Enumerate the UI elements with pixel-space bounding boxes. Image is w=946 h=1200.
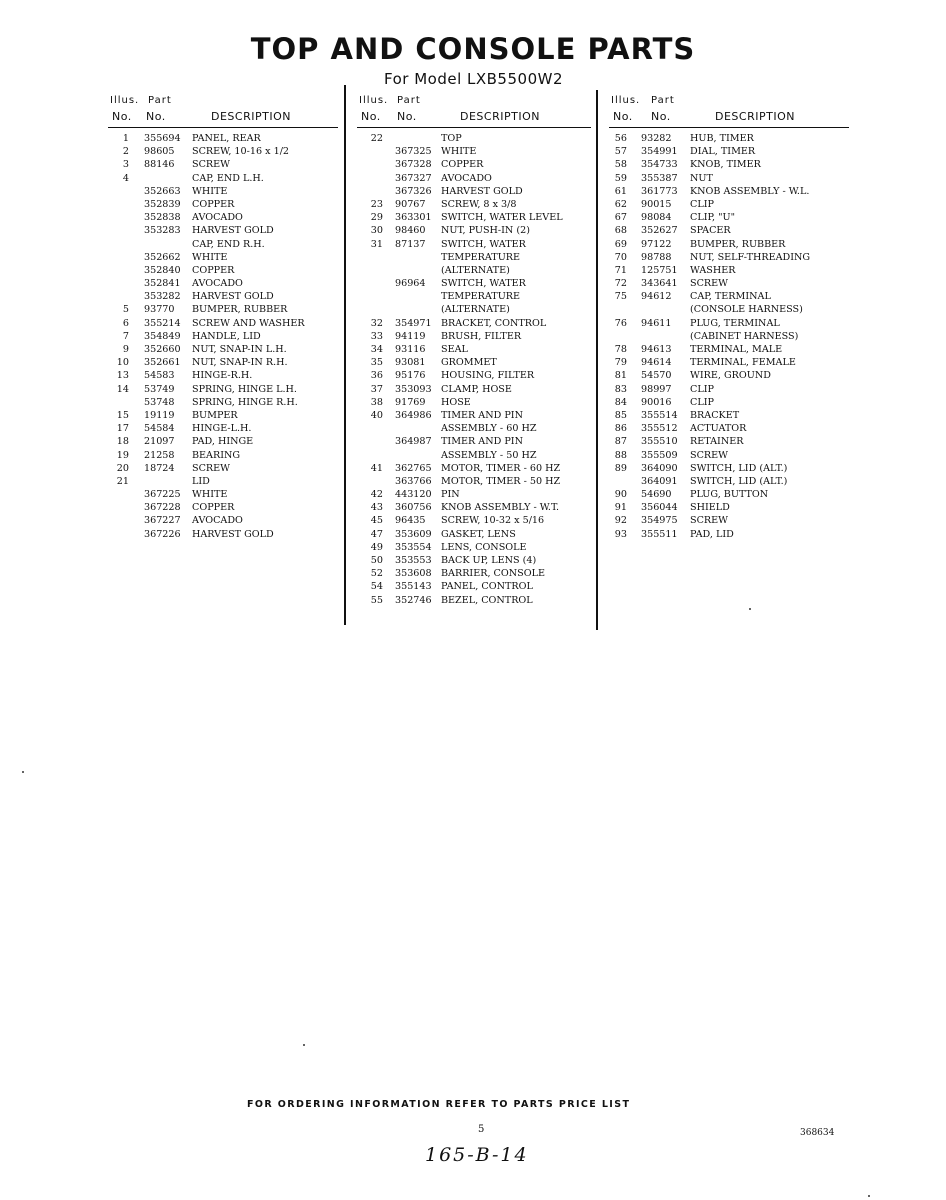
scan-speck (749, 608, 751, 610)
part-number: 355387 (641, 172, 678, 184)
illus-number: 3 (122, 159, 129, 171)
illus-number: 62 (614, 198, 627, 210)
part-description: CAP, END L.H. (192, 172, 264, 184)
illus-number: 31 (370, 238, 383, 250)
part-number: 364090 (641, 462, 678, 474)
part-description: AVOCADO (192, 278, 243, 290)
part-description: MOTOR, TIMER - 50 HZ (441, 475, 561, 487)
part-description: WHITE (192, 185, 228, 197)
illus-number: 14 (116, 383, 129, 395)
part-number: 355511 (641, 528, 678, 540)
part-description: SWITCH, LID (ALT.) (690, 462, 788, 474)
illus-number: 61 (614, 185, 627, 197)
part-description: TOP (441, 133, 462, 144)
part-number: 353608 (395, 568, 432, 580)
header-part: Part (397, 95, 421, 106)
illus-number: 91 (614, 502, 627, 514)
part-number: 87137 (395, 238, 426, 250)
part-number: 367325 (395, 146, 432, 158)
part-number: 352841 (144, 278, 181, 290)
illus-number: 33 (370, 330, 383, 342)
part-number: 360756 (395, 502, 432, 514)
illus-number: 79 (614, 357, 627, 369)
illus-number: 13 (116, 370, 129, 382)
part-number: 54570 (641, 370, 672, 382)
part-number: 93116 (395, 344, 426, 355)
part-description: PLUG, TERMINAL (690, 317, 780, 329)
part-description: KNOB ASSEMBLY - W.L. (690, 185, 810, 197)
part-number: 354733 (641, 159, 678, 171)
illus-number: 40 (370, 409, 383, 421)
part-number: 98084 (641, 212, 672, 224)
part-description: SCREW, 10-32 x 5/16 (441, 515, 545, 527)
part-number: 90016 (641, 396, 672, 408)
part-number: 367226 (144, 528, 181, 540)
part-description: SCREW (690, 278, 729, 290)
part-number: 98605 (144, 146, 175, 158)
part-description: ACTUATOR (690, 423, 747, 435)
part-number: 353609 (395, 528, 432, 540)
illus-number: 10 (116, 357, 129, 369)
part-description: KNOB ASSEMBLY - W.T. (441, 502, 560, 514)
part-description: BRACKET, CONTROL (441, 317, 547, 329)
part-number: 354971 (395, 317, 432, 329)
part-description: COPPER (192, 198, 235, 210)
header-illus-no: No. (112, 110, 132, 123)
part-number: 94611 (641, 317, 672, 329)
part-description: TEMPERATURE (441, 291, 521, 303)
part-number: 355512 (641, 423, 678, 435)
part-description: SWITCH, WATER (441, 278, 526, 290)
illus-number: 36 (370, 370, 383, 382)
part-number: 352746 (395, 594, 432, 606)
part-description: NUT, SNAP-IN R.H. (192, 357, 288, 369)
part-description: COPPER (441, 159, 484, 171)
part-description: COPPER (192, 502, 235, 514)
illus-number: 59 (614, 172, 627, 184)
header-part-no: No. (146, 110, 166, 123)
part-number: 21258 (144, 449, 175, 461)
part-description: SCREW AND WASHER (192, 317, 305, 329)
part-description: TIMER AND PIN (441, 409, 523, 421)
part-number: 355509 (641, 449, 678, 461)
part-description: HARVEST GOLD (192, 225, 274, 237)
part-number: 94612 (641, 291, 672, 303)
part-description: SPRING, HINGE L.H. (192, 383, 297, 395)
part-number: 356044 (641, 502, 678, 514)
illus-number: 70 (614, 251, 627, 263)
illus-number: 56 (614, 133, 627, 144)
illus-number: 55 (370, 594, 383, 606)
illus-number: 6 (122, 317, 129, 329)
illus-number: 72 (614, 278, 627, 290)
part-description: BACK UP, LENS (4) (441, 555, 537, 566)
part-description: HARVEST GOLD (441, 185, 523, 197)
part-description: DIAL, TIMER (690, 146, 756, 158)
illus-number: 15 (116, 409, 129, 421)
part-number: 93770 (144, 304, 175, 316)
part-number: 355694 (144, 133, 181, 144)
part-number: 96964 (395, 278, 426, 290)
part-description: NUT (690, 172, 713, 184)
part-number: 18724 (144, 462, 175, 474)
header-rule (609, 127, 849, 128)
illus-number: 84 (614, 396, 627, 408)
part-description: (CONSOLE HARNESS) (690, 304, 803, 316)
header-part: Part (148, 95, 172, 106)
header-illus-no: No. (361, 110, 381, 123)
part-description: ASSEMBLY - 60 HZ (441, 423, 537, 435)
part-description: PANEL, CONTROL (441, 581, 533, 593)
part-description: HUB, TIMER (690, 133, 754, 144)
part-number: 94119 (395, 330, 426, 342)
part-number: 354991 (641, 146, 678, 158)
part-number: 352662 (144, 251, 181, 263)
part-description: SCREW (690, 515, 729, 527)
part-description: GASKET, LENS (441, 528, 516, 540)
part-description: PANEL, REAR (192, 133, 261, 144)
part-description: WHITE (441, 146, 477, 158)
part-description: SCREW (192, 462, 231, 474)
part-description: BRUSH, FILTER (441, 330, 522, 342)
part-description: HOSE (441, 396, 471, 408)
part-number: 94614 (641, 357, 672, 369)
part-number: 352660 (144, 344, 181, 355)
illus-number: 34 (370, 344, 383, 355)
part-number: 353093 (395, 383, 432, 395)
part-description: PIN (441, 489, 460, 501)
part-number: 96435 (395, 515, 426, 527)
header-description: DESCRIPTION (715, 110, 795, 123)
illus-number: 7 (122, 330, 129, 342)
part-description: TIMER AND PIN (441, 436, 523, 448)
part-description: AVOCADO (192, 515, 243, 527)
illus-number: 90 (614, 489, 627, 501)
part-description: PAD, HINGE (192, 436, 254, 448)
part-number: 367225 (144, 489, 181, 501)
illus-number: 50 (370, 555, 383, 566)
part-number: 97122 (641, 238, 672, 250)
part-description: AVOCADO (441, 172, 492, 184)
illus-number: 87 (614, 436, 627, 448)
illus-number: 71 (614, 264, 627, 276)
part-description: WASHER (690, 264, 736, 276)
handwritten-note: 165-B-14 (425, 1144, 529, 1166)
part-description: LID (192, 475, 210, 487)
illus-number: 78 (614, 344, 627, 355)
illus-number: 68 (614, 225, 627, 237)
part-number: 95176 (395, 370, 426, 382)
part-description: WHITE (192, 251, 228, 263)
part-description: HARVEST GOLD (192, 528, 274, 540)
illus-number: 88 (614, 449, 627, 461)
part-number: 90015 (641, 198, 672, 210)
illus-number: 5 (122, 304, 129, 316)
illus-number: 92 (614, 515, 627, 527)
part-description: BARRIER, CONSOLE (441, 568, 545, 580)
illus-number: 38 (370, 396, 383, 408)
part-description: TERMINAL, FEMALE (690, 357, 796, 369)
part-description: HINGE-L.H. (192, 423, 252, 435)
header-illus: Illus. (359, 95, 389, 106)
part-number: 343641 (641, 278, 678, 290)
part-number: 443120 (395, 489, 432, 501)
part-number: 355510 (641, 436, 678, 448)
scan-speck (868, 1195, 870, 1197)
part-number: 352840 (144, 264, 181, 276)
part-description: SCREW (690, 449, 729, 461)
part-number: 53749 (144, 383, 175, 395)
column-divider (596, 90, 598, 630)
part-description: CLIP (690, 396, 714, 408)
illus-number: 67 (614, 212, 627, 224)
header-part: Part (651, 95, 675, 106)
illus-number: 18 (116, 436, 129, 448)
part-number: 363301 (395, 212, 432, 224)
ordering-note: FOR ORDERING INFORMATION REFER TO PARTS PRICE LIST (247, 1099, 631, 1110)
illus-number: 58 (614, 159, 627, 171)
part-description: WIRE, GROUND (690, 370, 771, 382)
part-number: 355143 (395, 581, 432, 593)
part-number: 363766 (395, 475, 432, 487)
part-number: 364987 (395, 436, 432, 448)
part-number: 19119 (144, 409, 175, 421)
part-description: MOTOR, TIMER - 60 HZ (441, 462, 561, 474)
part-number: 352838 (144, 212, 181, 224)
part-number: 353283 (144, 225, 181, 237)
part-description: TEMPERATURE (441, 251, 521, 263)
illus-number: 75 (614, 291, 627, 303)
part-description: BRACKET (690, 409, 740, 421)
part-number: 367328 (395, 159, 432, 171)
part-description: LENS, CONSOLE (441, 541, 527, 553)
part-number: 93081 (395, 357, 426, 369)
part-description: CAP, TERMINAL (690, 291, 771, 303)
part-description: GROMMET (441, 357, 497, 369)
part-description: PAD, LID (690, 528, 734, 540)
part-description: HOUSING, FILTER (441, 370, 535, 382)
part-number: 367327 (395, 172, 432, 184)
part-description: HARVEST GOLD (192, 291, 274, 303)
part-description: (CABINET HARNESS) (690, 330, 799, 342)
part-number: 364986 (395, 409, 432, 421)
model-subtitle: For Model LXB5500W2 (384, 70, 563, 88)
illus-number: 22 (370, 133, 383, 144)
part-description: HANDLE, LID (192, 330, 261, 342)
illus-number: 37 (370, 383, 383, 395)
part-description: SWITCH, LID (ALT.) (690, 475, 788, 487)
part-description: SCREW, 8 x 3/8 (441, 198, 517, 210)
illus-number: 30 (370, 225, 383, 237)
part-description: (ALTERNATE) (441, 264, 510, 276)
part-number: 352627 (641, 225, 678, 237)
part-description: CLIP (690, 198, 714, 210)
part-number: 94613 (641, 344, 672, 355)
part-description: CLAMP, HOSE (441, 383, 512, 395)
header-rule (108, 127, 338, 128)
illus-number: 29 (370, 212, 383, 224)
illus-number: 57 (614, 146, 627, 158)
part-number: 93282 (641, 133, 672, 144)
part-description: CLIP (690, 383, 714, 395)
part-description: SWITCH, WATER LEVEL (441, 212, 563, 224)
illus-number: 52 (370, 568, 383, 580)
part-number: 98997 (641, 383, 672, 395)
part-description: KNOB, TIMER (690, 159, 761, 171)
part-number: 352661 (144, 357, 181, 369)
illus-number: 45 (370, 515, 383, 527)
part-number: 355514 (641, 409, 678, 421)
part-number: 367326 (395, 185, 432, 197)
part-description: BUMPER, RUBBER (192, 304, 288, 316)
part-description: SPACER (690, 225, 731, 237)
illus-number: 23 (370, 198, 383, 210)
illus-number: 81 (614, 370, 627, 382)
part-description: BEZEL, CONTROL (441, 594, 533, 606)
illus-number: 93 (614, 528, 627, 540)
part-number: 354975 (641, 515, 678, 527)
part-number: 90767 (395, 198, 426, 210)
illus-number: 19 (116, 449, 129, 461)
header-description: DESCRIPTION (211, 110, 291, 123)
part-number: 353553 (395, 555, 432, 566)
part-number: 354849 (144, 330, 181, 342)
illus-number: 83 (614, 383, 627, 395)
scan-speck (303, 1044, 305, 1046)
part-description: SCREW (192, 159, 231, 171)
part-number: 367227 (144, 515, 181, 527)
document-number: 368634 (800, 1128, 835, 1138)
illus-number: 76 (614, 317, 627, 329)
part-description: WHITE (192, 489, 228, 501)
illus-number: 49 (370, 541, 383, 553)
part-number: 98460 (395, 225, 426, 237)
illus-number: 2 (122, 146, 129, 158)
part-number: 364091 (641, 475, 678, 487)
part-description: NUT, SNAP-IN L.H. (192, 344, 287, 355)
illus-number: 20 (116, 462, 129, 474)
part-number: 362765 (395, 462, 432, 474)
illus-number: 89 (614, 462, 627, 474)
illus-number: 86 (614, 423, 627, 435)
illus-number: 1 (122, 133, 129, 144)
illus-number: 21 (116, 475, 129, 487)
part-description: COPPER (192, 264, 235, 276)
part-number: 54584 (144, 423, 175, 435)
illus-number: 85 (614, 409, 627, 421)
part-number: 367228 (144, 502, 181, 514)
part-description: SCREW, 10-16 x 1/2 (192, 146, 290, 158)
header-part-no: No. (397, 110, 417, 123)
part-description: TERMINAL, MALE (690, 344, 783, 355)
illus-number: 41 (370, 462, 383, 474)
part-number: 54583 (144, 370, 175, 382)
part-number: 352839 (144, 198, 181, 210)
illus-number: 17 (116, 423, 129, 435)
illus-number: 43 (370, 502, 383, 514)
header-part-no: No. (651, 110, 671, 123)
part-number: 88146 (144, 159, 175, 171)
part-number: 91769 (395, 396, 426, 408)
part-number: 352663 (144, 185, 181, 197)
column-divider (344, 85, 346, 625)
illus-number: 69 (614, 238, 627, 250)
part-description: BUMPER, RUBBER (690, 238, 786, 250)
part-number: 125751 (641, 264, 678, 276)
part-description: HINGE-R.H. (192, 370, 253, 382)
header-illus: Illus. (110, 95, 140, 106)
part-number: 361773 (641, 185, 678, 197)
illus-number: 35 (370, 357, 383, 369)
illus-number: 54 (370, 581, 383, 593)
illus-number: 4 (122, 172, 129, 184)
illus-number: 32 (370, 317, 383, 329)
header-illus: Illus. (611, 95, 641, 106)
part-number: 355214 (144, 317, 181, 329)
part-description: NUT, SELF-THREADING (690, 251, 811, 263)
part-description: AVOCADO (192, 212, 243, 224)
illus-number: 47 (370, 528, 383, 540)
page-number: 5 (478, 1124, 485, 1135)
page-title: TOP AND CONSOLE PARTS (250, 32, 696, 66)
part-description: CLIP, "U" (690, 212, 736, 224)
part-number: 353282 (144, 291, 181, 303)
part-description: SWITCH, WATER (441, 238, 526, 250)
part-number: 54690 (641, 489, 672, 501)
header-description: DESCRIPTION (460, 110, 540, 123)
part-number: 98788 (641, 251, 672, 263)
part-description: ASSEMBLY - 50 HZ (441, 449, 537, 461)
part-description: CAP, END R.H. (192, 238, 265, 250)
part-number: 353554 (395, 541, 432, 553)
part-description: PLUG, BUTTON (690, 489, 769, 501)
part-number: 53748 (144, 396, 175, 408)
part-description: NUT, PUSH-IN (2) (441, 225, 530, 237)
part-description: SEAL (441, 344, 468, 355)
part-description: RETAINER (690, 436, 744, 448)
part-number: 21097 (144, 436, 175, 448)
part-description: SHIELD (690, 502, 730, 514)
illus-number: 42 (370, 489, 383, 501)
part-description: BEARING (192, 449, 241, 461)
header-rule (357, 127, 591, 128)
scan-speck (22, 771, 24, 773)
part-description: BUMPER (192, 409, 238, 421)
header-illus-no: No. (613, 110, 633, 123)
illus-number: 9 (122, 344, 129, 355)
part-description: (ALTERNATE) (441, 304, 510, 316)
part-description: SPRING, HINGE R.H. (192, 396, 298, 408)
